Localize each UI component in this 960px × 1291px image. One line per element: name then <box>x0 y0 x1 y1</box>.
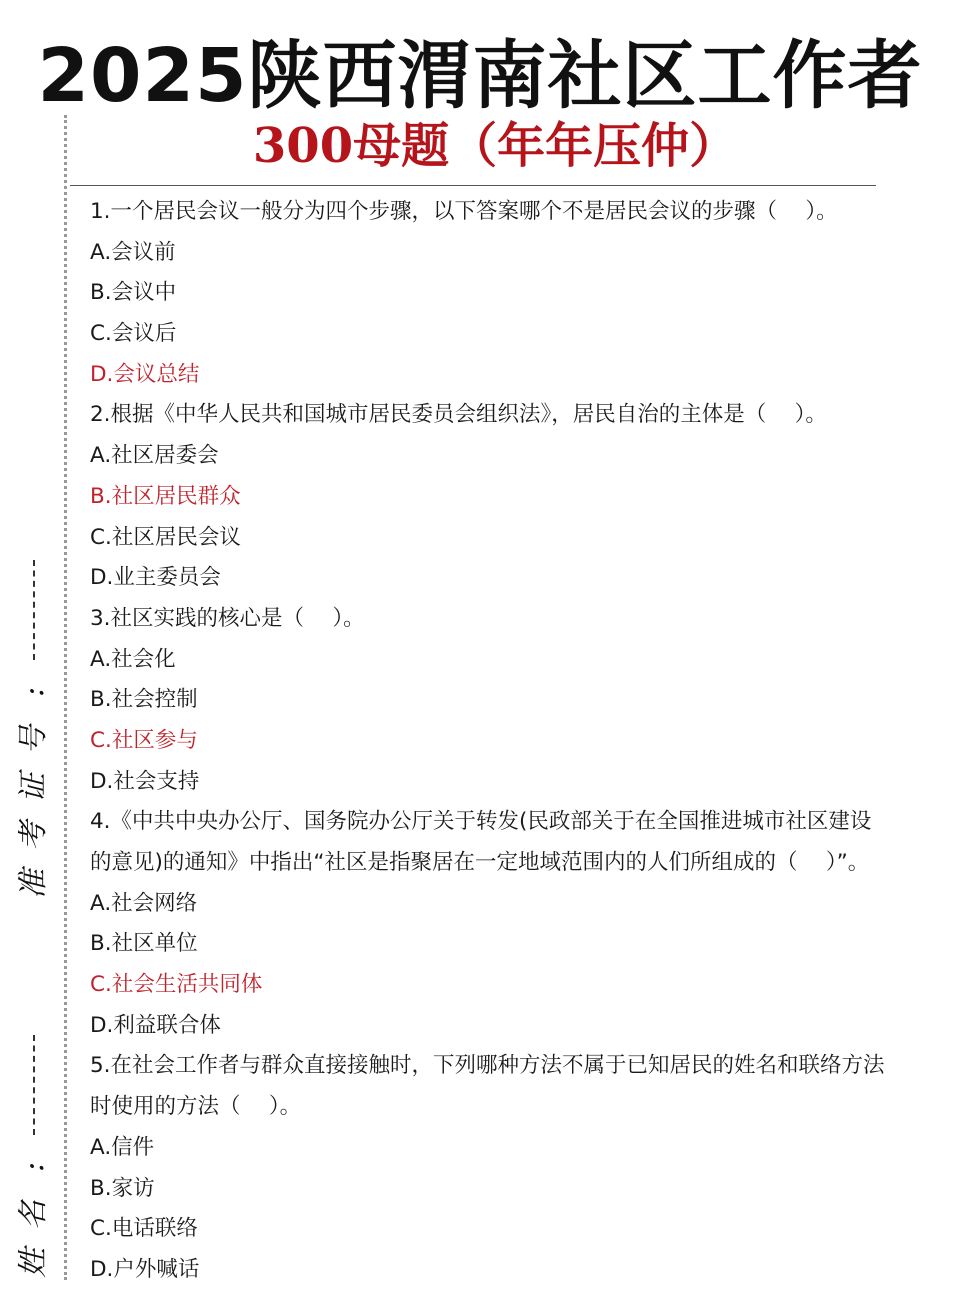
answer-option: B.社区居民群众 <box>90 483 241 509</box>
admission-number-blank <box>33 560 35 660</box>
answer-option: D.会议总结 <box>90 361 200 387</box>
option: A.社会网络 <box>90 890 198 916</box>
option: C.电话联络 <box>90 1216 198 1242</box>
admission-label-char: 证 <box>16 773 51 803</box>
option: D.利益联合体 <box>90 1012 221 1038</box>
option: B.社区单位 <box>90 931 198 957</box>
option: C.社区居民会议 <box>90 524 241 550</box>
name-label-char: 姓 <box>16 1248 51 1278</box>
admission-label-char: 考 <box>16 821 51 851</box>
option: C.会议后 <box>90 321 177 347</box>
question-stem: 的意见)的通知》中指出“社区是指聚居在一定地域范围内的人们所组成的（ ）”。 <box>90 850 870 875</box>
admission-label-char: 准 <box>16 869 51 899</box>
name-field <box>14 1035 54 1287</box>
question-list <box>90 192 940 1291</box>
option: B.会议中 <box>90 280 177 306</box>
option: A.社区居委会 <box>90 443 219 469</box>
option: A.会议前 <box>90 239 176 265</box>
binding-line <box>64 115 67 1280</box>
document-subtitle: 300母题（年年压仲） <box>252 118 738 174</box>
option: D.社会支持 <box>90 768 200 794</box>
admission-number-field <box>14 560 54 908</box>
option: D.业主委员会 <box>90 565 221 591</box>
question-stem: 1.一个居民会议一般分为四个步骤，以下答案哪个不是居民会议的步骤（ ）。 <box>90 199 838 224</box>
option: A.社会化 <box>90 646 176 672</box>
name-label-char: 名 <box>16 1200 51 1230</box>
header-divider <box>70 185 876 186</box>
name-blank <box>33 1035 35 1135</box>
admission-label-char: : <box>15 686 51 698</box>
answer-option: C.社会生活共同体 <box>90 972 263 998</box>
question-stem: 时使用的方法（ ）。 <box>90 1094 302 1120</box>
question-stem: 2.根据《中华人民共和国城市居民委员会组织法》，居民自治的主体是（ ）。 <box>90 402 827 428</box>
question-stem: 5.在社会工作者与群众直接接触时，下列哪种方法不属于已知居民的姓名和联络方法 <box>90 1053 885 1079</box>
document-title: 2025陕西渭南社区工作者 <box>37 33 923 119</box>
answer-option: C.社区参与 <box>90 727 198 753</box>
option: B.社会控制 <box>90 687 198 713</box>
option: D.户外喊话 <box>90 1256 200 1282</box>
question-stem: 3.社区实践的核心是（ ）。 <box>90 605 365 631</box>
option: B.家访 <box>90 1175 155 1201</box>
option: A.信件 <box>90 1134 155 1160</box>
admission-label-char: 号 <box>16 725 51 755</box>
name-label-char: : <box>15 1161 51 1173</box>
question-stem: 4.《中共中央办公厅、国务院办公厅关于转发(民政部关于在全国推进城市社区建设 <box>90 809 872 835</box>
